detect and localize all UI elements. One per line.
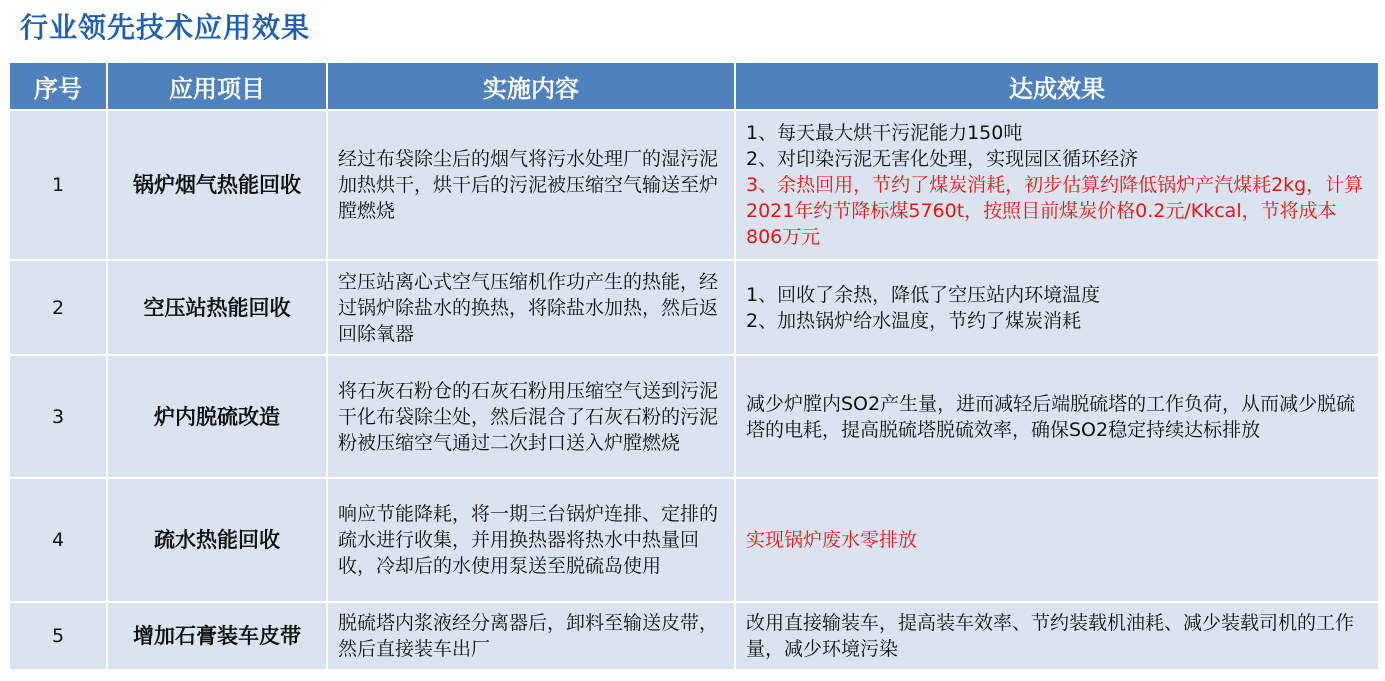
result-highlight: 3、余热回用，节约了煤炭消耗，初步估算约降低锅炉产汽煤耗2kg，计算2021年约节降标煤5760t，按照目前煤炭价格0.2元/Kkcal，节将成本806万元 bbox=[746, 174, 1364, 248]
table-row bbox=[9, 260, 1379, 355]
row-result bbox=[735, 260, 1379, 355]
header-result: 达成效果 bbox=[735, 62, 1379, 110]
header-item: 应用项目 bbox=[107, 62, 327, 110]
page-title: 行业领先技术应用效果 bbox=[20, 11, 311, 44]
row-num: 2 bbox=[9, 260, 107, 355]
result-text: 1、每天最大烘干污泥能力150吨 2、对印染污泥无害化处理，实现园区循环经济 bbox=[746, 122, 1139, 170]
row-num: 5 bbox=[9, 602, 107, 670]
row-content: 经过布袋除尘后的烟气将污水处理厂的湿污泥加热烘干，烘干后的污泥被压缩空气输送至炉膛燃烧 bbox=[327, 110, 735, 260]
result-text: 改用直接输装车，提高装车效率、节约装载机油耗、减少装载司机的工作量，减少环境污染 bbox=[746, 612, 1355, 660]
header-content: 实施内容 bbox=[327, 62, 735, 110]
row-content: 将石灰石粉仓的石灰石粉用压缩空气送到污泥干化布袋除尘处，然后混合了石灰石粉的污泥粉被压缩空气通过二次封口送入炉膛燃烧 bbox=[327, 355, 735, 478]
table-row bbox=[9, 355, 1379, 478]
result-text: 1、回收了余热，降低了空压站内环境温度 2、加热锅炉给水温度，节约了煤炭消耗 bbox=[746, 283, 1101, 332]
result-text: 减少炉膛内SO2产生量，进而减轻后端脱硫塔的工作负荷，从而减少脱硫塔的电耗，提高脱硫塔脱硫效率，确保SO2稳定持续达标排放 bbox=[746, 392, 1356, 441]
row-result bbox=[735, 355, 1379, 478]
row-item: 炉内脱硫改造 bbox=[107, 355, 327, 478]
row-num: 1 bbox=[9, 110, 107, 260]
row-num: 4 bbox=[9, 478, 107, 602]
table-row bbox=[9, 602, 1379, 670]
row-content: 空压站离心式空气压缩机作功产生的热能，经过锅炉除盐水的换热，将除盐水加热，然后返回除氧器 bbox=[327, 260, 735, 355]
row-content: 脱硫塔内浆液经分离器后，卸料至输送皮带，然后直接装车出厂 bbox=[327, 602, 735, 670]
row-content: 响应节能降耗，将一期三台锅炉连排、定排的疏水进行收集，并用换热器将热水中热量回收，冷却后的水使用泵送至脱硫岛使用 bbox=[327, 478, 735, 602]
row-result bbox=[735, 478, 1379, 602]
row-result bbox=[735, 602, 1379, 670]
row-item: 疏水热能回收 bbox=[107, 478, 327, 602]
row-num: 3 bbox=[9, 355, 107, 478]
row-item: 锅炉烟气热能回收 bbox=[107, 110, 327, 260]
row-result bbox=[735, 110, 1379, 260]
result-highlight: 实现锅炉废水零排放 bbox=[746, 529, 918, 551]
header-num: 序号 bbox=[9, 62, 107, 110]
table-row bbox=[9, 110, 1379, 260]
header-row bbox=[9, 62, 1379, 110]
tech-application-table bbox=[8, 61, 1380, 671]
row-item: 空压站热能回收 bbox=[107, 260, 327, 355]
table-row bbox=[9, 478, 1379, 602]
row-item: 增加石膏装车皮带 bbox=[107, 602, 327, 670]
